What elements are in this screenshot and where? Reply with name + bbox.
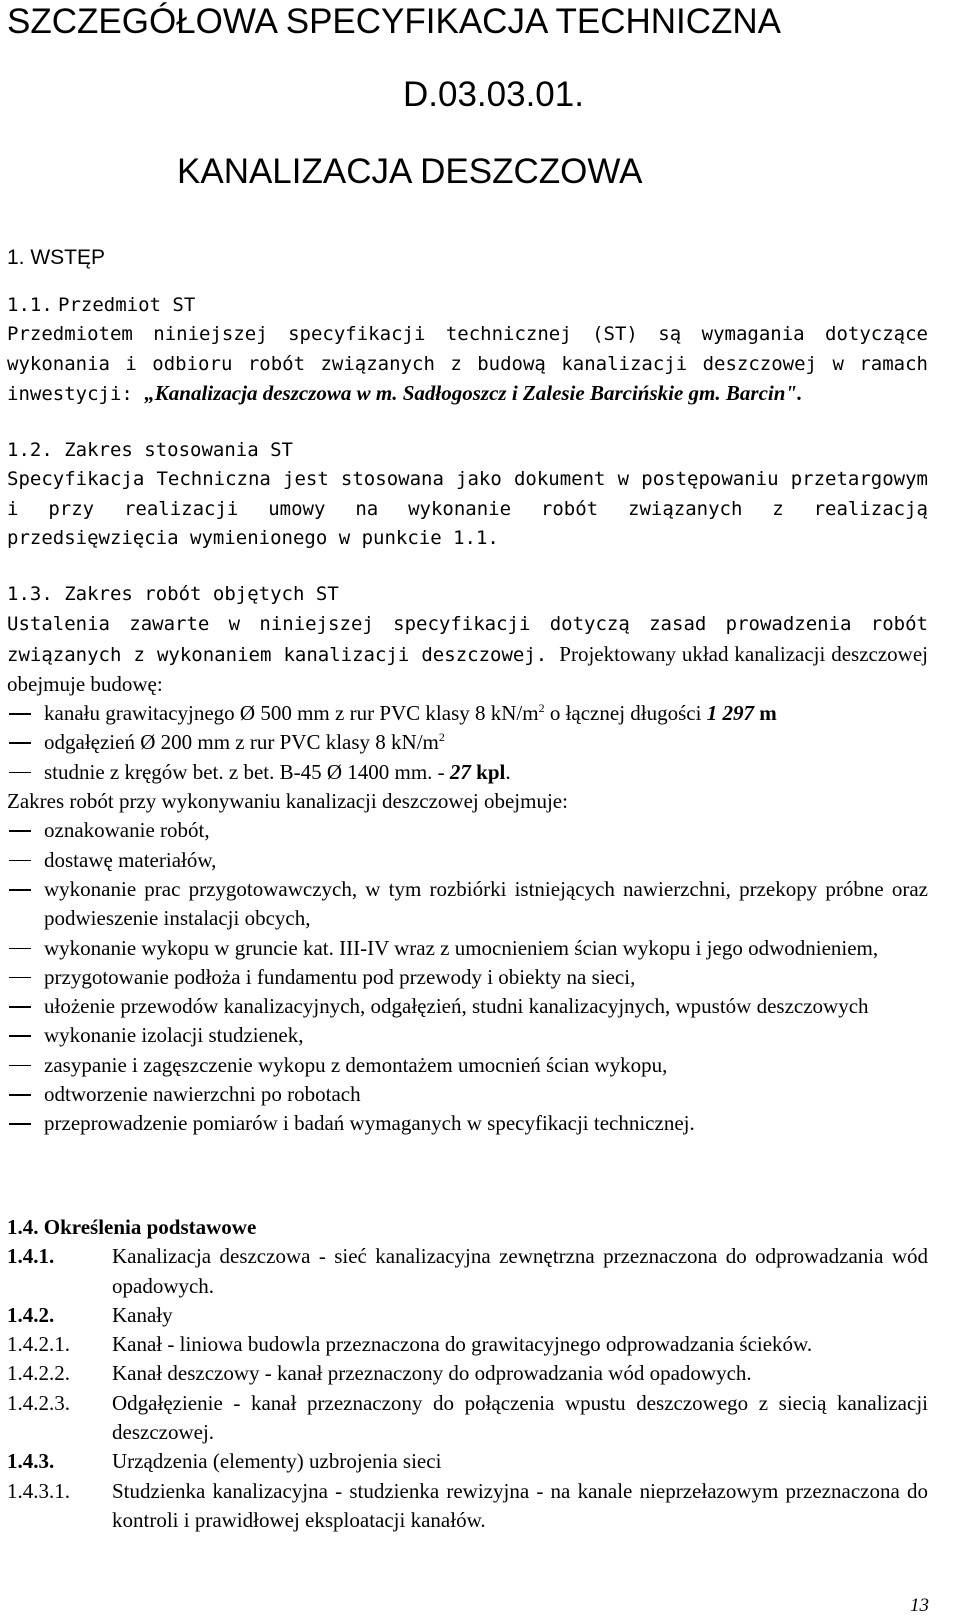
definition-text: Kanalizacja deszczowa - sieć kanalizacyjna zewnętrzna przeznaczona do odprowadzania wód opadowych. xyxy=(112,1244,928,1298)
section-1-3-text2: Projektowany układ kanalizacji deszczowej obejmuje budowę: xyxy=(7,641,928,696)
section-1-3-heading xyxy=(7,580,928,609)
section-1-3-number: 1.3. xyxy=(7,583,53,605)
list-item: przygotowanie podłoża i fundamentu pod przewody i obiekty na sieci, xyxy=(7,963,928,992)
list-item: wykonanie prac przygotowawczych, w tym rozbiórki istniejących nawierzchni, przekopy próbne oraz podwieszenie instalacji obcych, xyxy=(7,875,928,934)
section-1-1-title: Przedmiot ST xyxy=(58,294,196,316)
spec-subject: KANALIZACJA DESZCZOWA xyxy=(177,152,643,191)
section-heading-wstep: 1. WSTĘP xyxy=(7,246,106,269)
definition-number: 1.4.3. xyxy=(7,1449,55,1474)
list-item: odtworzenie nawierzchni po robotach xyxy=(7,1080,928,1109)
definition-number: 1.4.2.3. xyxy=(7,1390,70,1415)
section-1-2-heading xyxy=(7,436,928,465)
section-1-1-text: Przedmiotem niniejszej specyfikacji technicznej (ST) są wymagania dotyczące wykonania i odbioru robót związanych z budową kanalizacji deszczowej w ramach inwestycji: xyxy=(7,323,928,405)
section-1-3-text3: Zakres robót przy wykonywaniu kanalizacji deszczowej obejmuje: xyxy=(7,789,568,814)
page-number: 13 xyxy=(910,1595,929,1616)
section-1-2-number: 1.2. xyxy=(7,439,53,461)
definition-text: Kanał - liniowa budowla przeznaczona do grawitacyjnego odprowadzania ścieków. xyxy=(112,1332,813,1357)
list-item: ułożenie przewodów kanalizacyjnych, odgałęzień, studni kanalizacyjnych, wpustów deszczowych xyxy=(7,992,928,1021)
definition-number: 1.4.2.2. xyxy=(7,1361,70,1386)
definition-number: 1.4.1. xyxy=(7,1244,55,1269)
definition-text: Kanały xyxy=(112,1302,173,1327)
definition-number: 1.4.2. xyxy=(7,1302,55,1327)
list-item: odgałęzień Ø 200 mm z rur PVC klasy 8 $kN/m^2$ xyxy=(7,728,928,757)
document-title: SZCZEGÓŁOWA SPECYFIKACJA TECHNICZNA xyxy=(7,2,782,41)
section-1-2-title: Zakres stosowania ST xyxy=(64,439,293,461)
definitions-list xyxy=(7,1242,928,1535)
definition-text: Studzienka kanalizacyjna - studzienka rewizyjna - na kanale nieprzełazowym przeznaczona do kontroli i prawidłowej eksploatacji kanałów. xyxy=(112,1478,928,1532)
definition-text: Odgałęzienie - kanał przeznaczony do połączenia wpustu deszczowego z siecią kanalizacji deszczowej. xyxy=(112,1390,928,1445)
list-item: wykonanie wykopu w gruncie kat. III-IV wraz z umocnieniem ścian wykopu i jego odwodnieniem, xyxy=(7,934,928,963)
list-item: wykonanie izolacji studzienek, xyxy=(7,1021,928,1050)
section-1-3-title: Zakres robót objętych ST xyxy=(64,583,339,605)
section-1-3-body xyxy=(7,609,928,699)
definition-number: 1.4.2.1. xyxy=(7,1332,70,1357)
scope-list xyxy=(7,699,928,787)
section-1-4-heading: 1.4. Określenia podstawowe xyxy=(7,1215,257,1239)
section-1-1-number: 1.1. xyxy=(7,294,53,316)
list-item: studnie z kręgów bet. z bet. B-45 Ø 1400 mm. - 27 kpl. xyxy=(7,758,928,787)
section-1-1-body xyxy=(7,320,928,409)
definition-text: Kanał deszczowy - kanał przeznaczony do odprowadzania wód opadowych. xyxy=(112,1361,752,1386)
list-item: zasypanie i zagęszczenie wykopu z demontażem umocnień ścian wykopu, xyxy=(7,1051,928,1080)
project-name: „Kanalizacja deszczowa w m. Sadłogoszcz i Zalesie Barcińskie gm. Barcin". xyxy=(144,380,803,405)
section-1-2-body: Specyfikacja Techniczna jest stosowana jako dokument w postępowaniu przetargowym i przy realizacji umowy na wykonanie robót związanych z realizacją przedsięwzięcia wymienionego w punkcie 1.1. xyxy=(7,468,928,549)
definition-text: Urządzenia (elementy) uzbrojenia sieci xyxy=(112,1449,442,1474)
section-1-3-text1: Ustalenia zawarte w niniejszej specyfikacji dotyczą zasad prowadzenia robót związanych z wykonaniem kanalizacji deszczowej. xyxy=(7,613,928,666)
section-1-1-heading xyxy=(7,290,928,320)
list-item: przeprowadzenie pomiarów i badań wymaganych w specyfikacji technicznej. xyxy=(7,1109,928,1138)
list-item: kanału grawitacyjnego Ø 500 mm z rur PVC klasy 8 $kN/m^2$ o łącznej długości 1 297 m xyxy=(7,699,928,728)
list-item: oznakowanie robót, xyxy=(7,816,928,845)
section-1-2 xyxy=(7,436,928,553)
works-list xyxy=(7,816,928,1138)
definition-number: 1.4.3.1. xyxy=(7,1478,70,1503)
section-1-3 xyxy=(7,580,928,1139)
section-1-4 xyxy=(7,1213,928,1535)
section-1-1 xyxy=(7,290,928,409)
list-item: dostawę materiałów, xyxy=(7,846,928,875)
spec-code: D.03.03.01. xyxy=(403,75,584,114)
